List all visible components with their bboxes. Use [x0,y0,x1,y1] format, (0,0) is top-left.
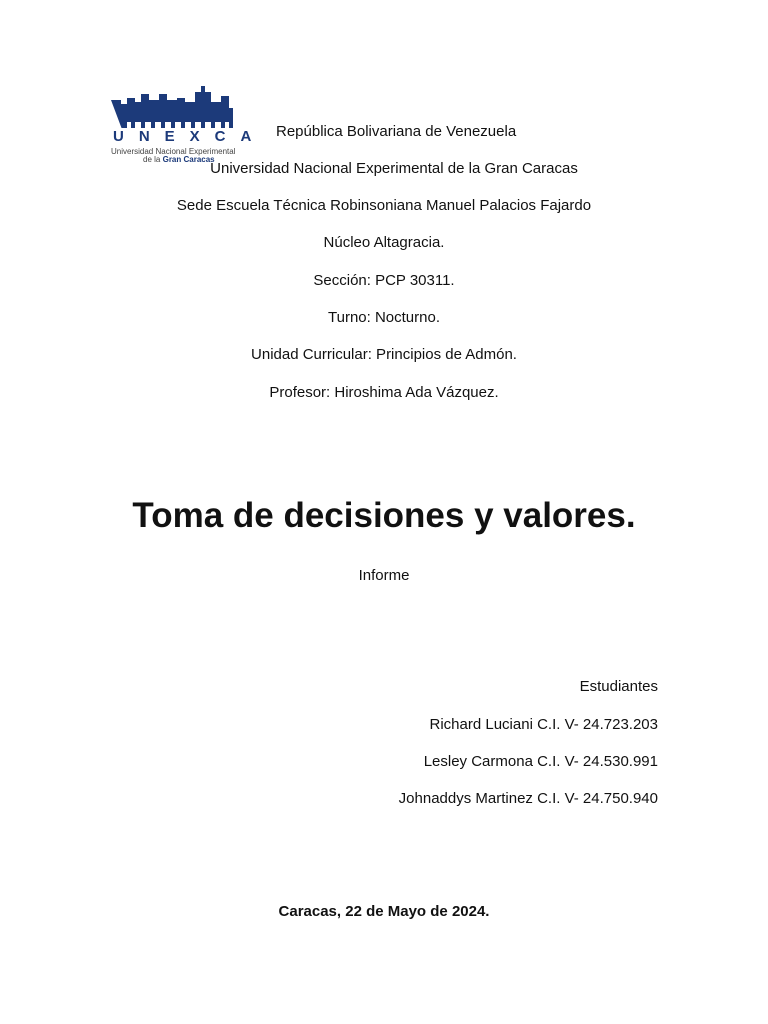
skyline-icon [111,86,251,128]
header-professor: Profesor: Hiroshima Ada Vázquez. [269,384,499,401]
document-subtitle: Informe [358,567,410,584]
header-university: Universidad Nacional Experimental de la Gran Caracas [210,160,578,177]
header-nucleus: Núcleo Altagracia. [323,234,445,251]
header-shift: Turno: Nocturno. [328,309,440,326]
header-section: Sección: PCP 30311. [313,272,455,289]
header-course: Unidad Curricular: Principios de Admón. [251,346,517,363]
header-campus: Sede Escuela Técnica Robinsoniana Manuel Palacios Fajardo [176,197,592,214]
student-name: Lesley Carmona C.I. V- 24.530.991 [423,753,658,770]
students-label: Estudiantes [579,678,658,695]
place-date: Caracas, 22 de Mayo de 2024. [278,903,490,920]
student-name: Johnaddys Martinez C.I. V- 24.750.940 [398,790,658,807]
unexca-logo: UNEXCA Universidad Nacional Experimental de la Gran Caracas [111,86,251,166]
student-name: Richard Luciani C.I. V- 24.723.203 [429,716,658,733]
header-country: República Bolivariana de Venezuela [276,123,517,140]
document-title: Toma de decisiones y valores. [132,496,636,535]
